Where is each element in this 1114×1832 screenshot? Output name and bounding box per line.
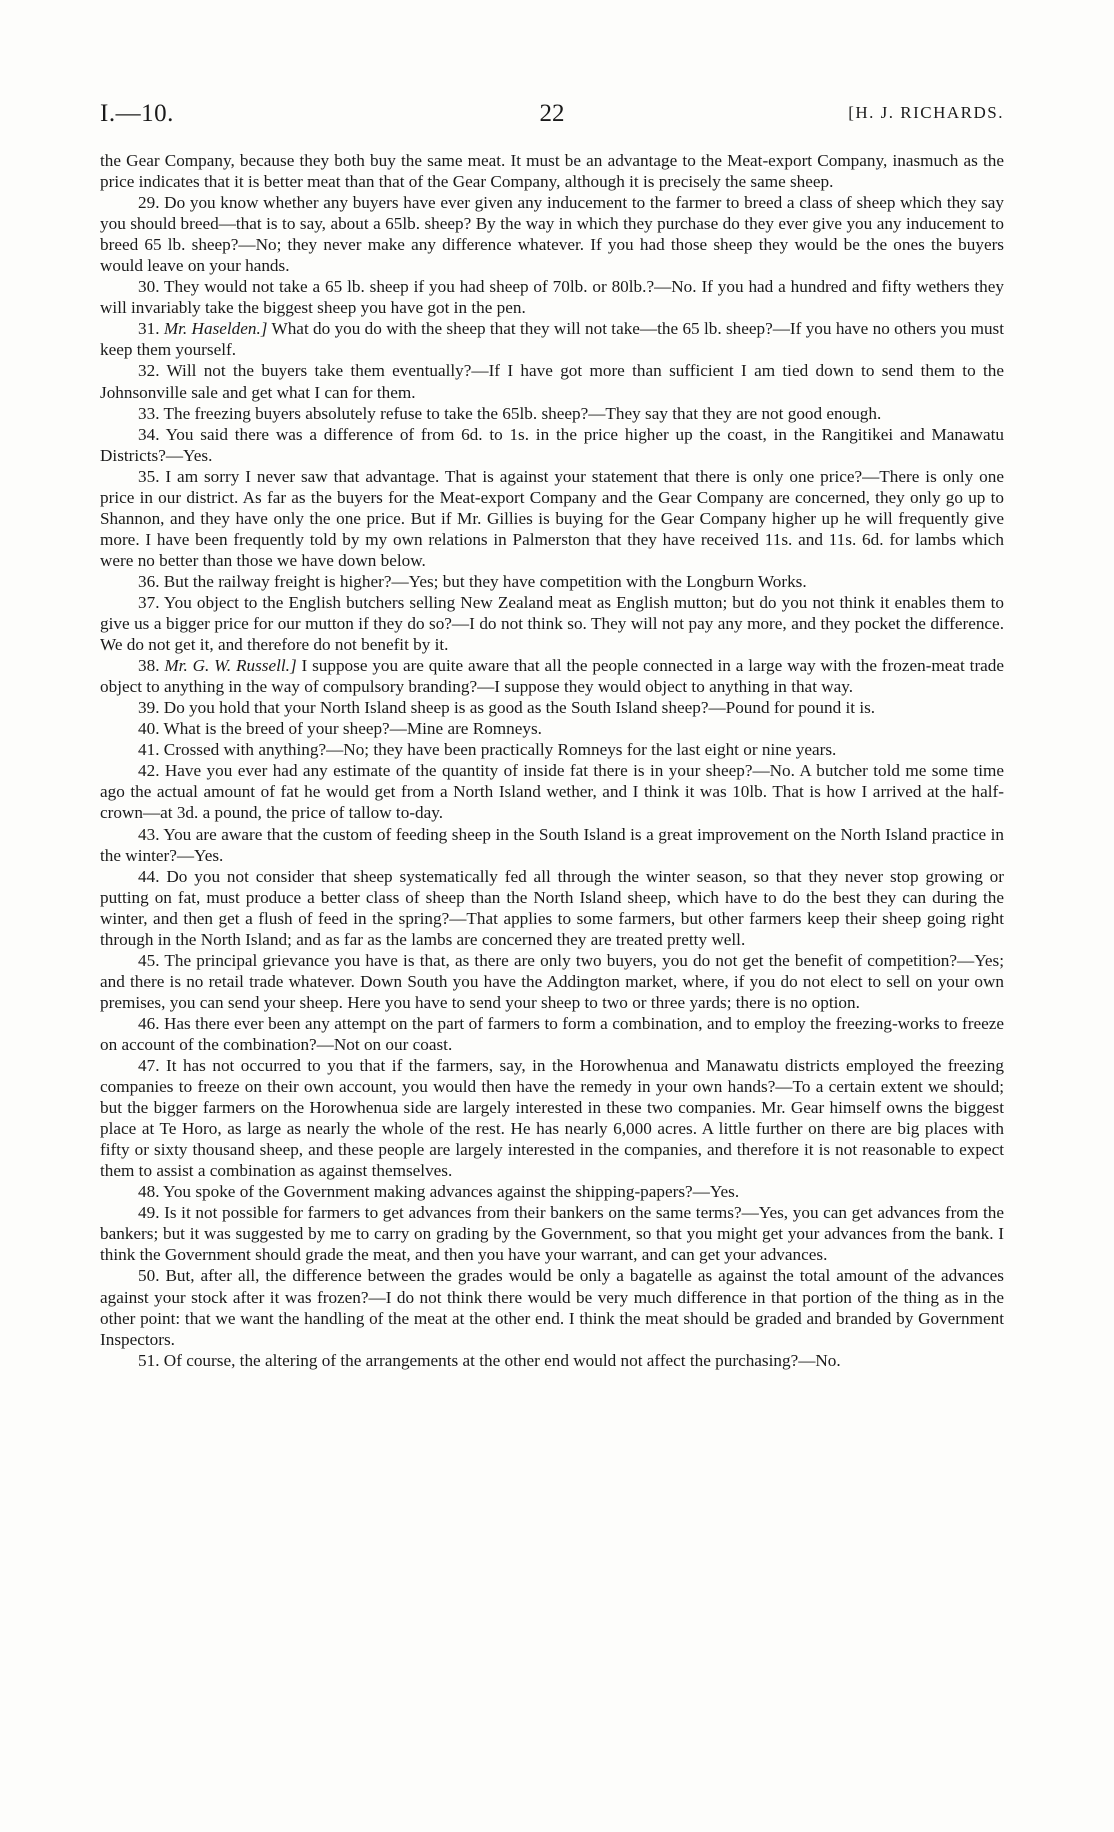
page-header <box>100 100 1004 130</box>
question-35: 35. I am sorry I never saw that advantage. That is against your statement that there is only one price?—There is only one price in our district. As far as the buyers for the Meat-export Company and the Gear Company are concerned, they only go up to Shannon, and they have only the one price. But if Mr. Gillies is buying for the Gear Company higher up he will frequently give more. I have been frequently told by my own relations in Palmerston that they have received 11s. and 11s. 6d. for lambs which were no better than those we have down below. <box>100 466 1004 570</box>
witness-name: [H. J. RICHARDS. <box>848 103 1004 122</box>
question-32: 32. Will not the buyers take them eventually?—If I have got more than sufficient I am tied down to send them to the Johnsonville sale and get what I can for them. <box>100 361 1004 402</box>
question-47: 47. It has not occurred to you that if the farmers, say, in the Horowhenua and Manawatu districts employed the freezing companies to freeze on their own account, you would then have the remedy in your own hands?—To a certain extent we should; but the bigger farmers on the Horowhenua side are largely interested in these two companies. Mr. Gear himself owns the biggest place at Te Horo, as large as nearly the whole of the rest. He has nearly 6,000 acres. A little further on there are big places with fifty or sixty thousand sheep, and these people are largely interested in the companies, and therefore it is not reasonable to expect them to assist a combination as against themselves. <box>100 1056 1004 1181</box>
page-number: 22 <box>539 100 565 127</box>
question-46: 46. Has there ever been any attempt on the part of farmers to form a combination, and to employ the freezing-works to freeze on account of the combination?—Not on our coast. <box>100 1013 1004 1054</box>
question-number: 31. <box>138 319 160 339</box>
question-29: 29. Do you know whether any buyers have ever given any inducement to the farmer to breed a class of sheep which they say you should breed—that is to say, about a 65lb. sheep? By the way in which they purchase do they ever give you any inducement to breed 65 lb. sheep?—No; they never make any difference whatever. If you had those sheep they would be the ones the buyers would leave on your hands. <box>100 193 1004 276</box>
question-41: 41. Crossed with anything?—No; they have been practically Romneys for the last eight or nine years. <box>138 740 837 760</box>
question-51: 51. Of course, the altering of the arrangements at the other end would not affect the purchasing?—No. <box>138 1350 841 1370</box>
question-33: 33. The freezing buyers absolutely refuse to take the 65lb. sheep?—They say that they are not good enough. <box>138 403 882 423</box>
question-text: What do you do with the sheep that they will not take—the 65 lb. sheep?—If you have no others you must keep them yourself. <box>100 319 1005 360</box>
speaker-name: Mr. G. W. Russell.] <box>164 656 297 676</box>
question-45: 45. The principal grievance you have is that, as there are only two buyers, you do not get the benefit of competition?—Yes; and there is no retail trade whatever. Down South you have the Addington market, where, if you do not elect to sell on your own premises, you can send your sheep. Here you have to send your sheep to two or three yards; there is no option. <box>100 950 1004 1012</box>
question-34: 34. You said there was a difference of from 6d. to 1s. in the price higher up the coast, in the Rangitikei and Manawatu Districts?—Yes. <box>100 424 1004 465</box>
parliamentary-paper-reference: I.—10. <box>100 100 174 127</box>
speaker-name: Mr. Haselden.] <box>163 319 268 339</box>
question-37: 37. You object to the English butchers selling New Zealand meat as English mutton; but do you not think it enables them to give us a bigger price for our mutton if they do so?—I do not think so. They will not pay any more, and they pocket the difference. We do not get it, and therefore do not benefit by it. <box>100 592 1004 655</box>
paragraph-continuation: the Gear Company, because they both buy the same meat. It must be an advantage to the Meat-export Company, inasmuch as the price indicates that it is better meat than that of the Gear Company, although it is precisely the same sheep. <box>100 151 1004 192</box>
question-text: I suppose you are quite aware that all the people connected in a large way with the frozen-meat trade object to anything in the way of compulsory branding?—I suppose they would object to anything in that way. <box>100 656 1005 697</box>
question-50: 50. But, after all, the difference between the grades would be only a bagatelle as against the total amount of the advances against your stock after it was frozen?—I do not think there would be very much difference in that portion of the thing as in the other point: that we want the handling of the meat at the other end. I think the meat should be graded and branded by Government Inspectors. <box>100 1266 1004 1349</box>
question-43: 43. You are aware that the custom of feeding sheep in the South Island is a great improvement on the North Island practice in the winter?—Yes. <box>100 824 1004 865</box>
question-36: 36. But the railway freight is higher?—Yes; but they have competition with the Longburn Works. <box>138 571 807 591</box>
question-48: 48. You spoke of the Government making advances against the shipping-papers?—Yes. <box>138 1182 740 1202</box>
question-31 <box>100 318 1004 360</box>
evidence-text <box>100 150 1004 1371</box>
question-49: 49. Is it not possible for farmers to get advances from their bankers on the same terms?—Yes, you can get advances from the bankers; but it was suggested by me to carry on grading by the Government, so that you might get your advances from the bank. I think the Government should grade the meat, and then you have your warrant, and can get your advances. <box>100 1203 1004 1265</box>
question-number: 38. <box>138 656 160 676</box>
question-42: 42. Have you ever had any estimate of the quantity of inside fat there is in your sheep?—No. A butcher told me some time ago the actual amount of fat he would get from a North Island wether, and I think it was 10lb. That is how I arrived at the half-crown—at 3d. a pound, the price of tallow to-day. <box>100 761 1004 823</box>
question-30: 30. They would not take a 65 lb. sheep if you had sheep of 70lb. or 80lb.?—No. If you had a hundred and fifty wethers they will invariably take the biggest sheep you have got in the pen. <box>100 277 1004 318</box>
question-40: 40. What is the breed of your sheep?—Mine are Romneys. <box>138 719 542 739</box>
question-38 <box>100 655 1004 697</box>
question-39: 39. Do you hold that your North Island sheep is as good as the South Island sheep?—Pound for pound it is. <box>138 698 876 718</box>
question-44: 44. Do you not consider that sheep systematically fed all through the winter season, so that they never stop growing or putting on fat, must produce a better class of sheep than the North Island sheep, which have to do the best they can during the winter, and then get a flush of feed in the spring?—That applies to some farmers, but other farmers keep their sheep going right through in the North Island; and as far as the lambs are concerned they are treated pretty well. <box>100 866 1004 949</box>
